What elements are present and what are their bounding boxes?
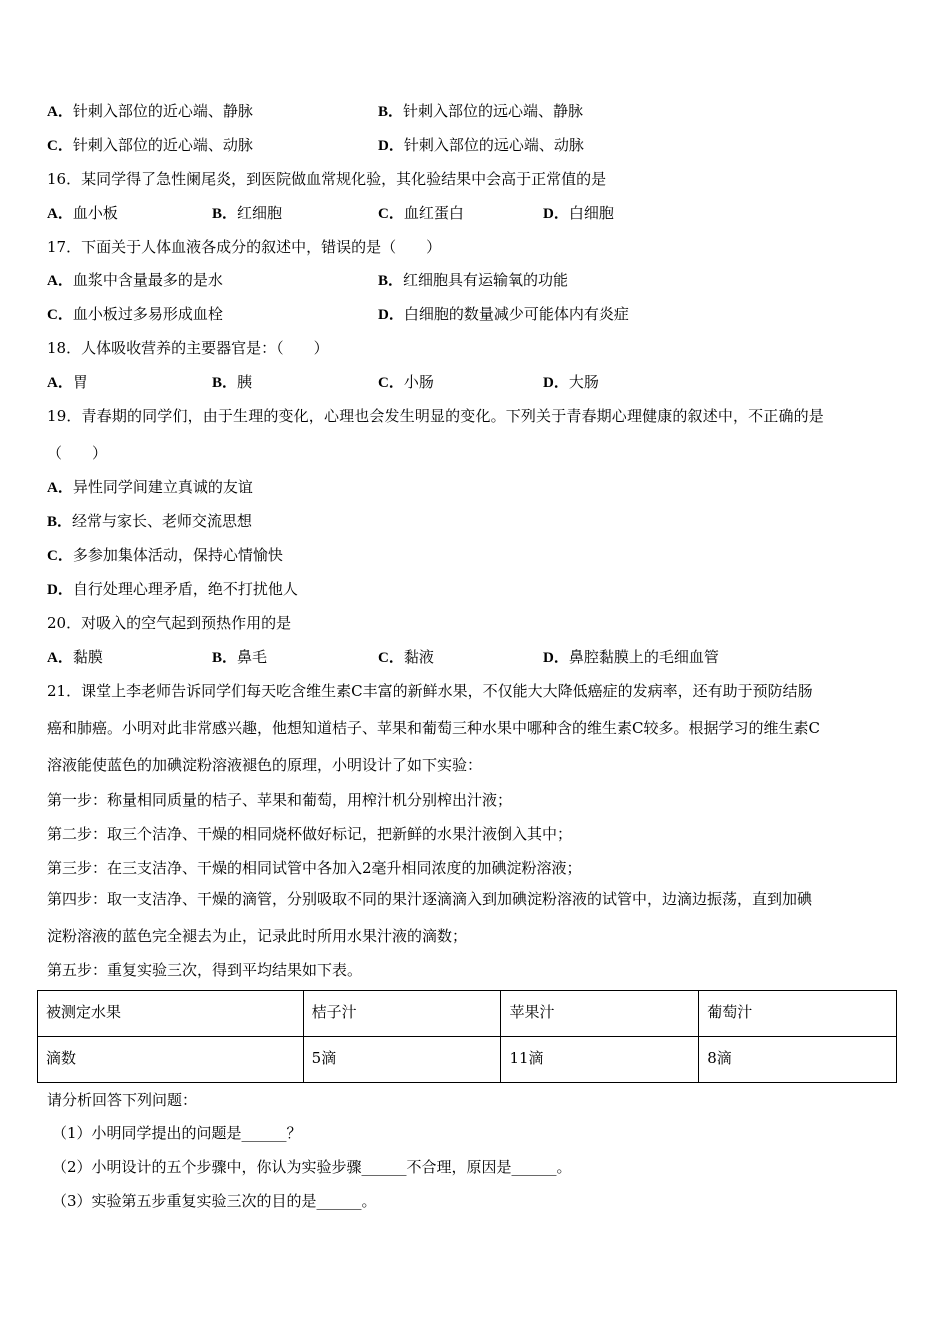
- table-cell: 桔子汁: [303, 991, 501, 1037]
- q19-option-a: A．异性同学间建立真诚的友谊: [47, 478, 253, 496]
- q15-option-a: A．针刺入部位的近心端、静脉: [47, 102, 253, 120]
- q16-option-b: B．红细胞: [212, 204, 283, 222]
- q16-option-a: A．血小板: [47, 204, 118, 222]
- q21-step2: 第二步：取三个洁净、干燥的相同烧杯做好标记，把新鲜的水果汁液倒入其中；: [47, 825, 573, 843]
- q21-stem-line1: 21．课堂上李老师告诉同学们每天吃含维生素C丰富的新鲜水果，不仅能大大降低癌症的发病率，还有助于预防结肠: [47, 682, 813, 700]
- q16-option-d: D．白细胞: [543, 204, 614, 222]
- q19-option-c: C．多参加集体活动，保持心情愉快: [47, 546, 283, 564]
- q15-option-b: B．针刺入部位的远心端、静脉: [378, 102, 584, 120]
- q18-option-a: A．胃: [47, 373, 88, 391]
- q15-option-c: C．针刺入部位的近心端、动脉: [47, 136, 253, 154]
- q19-option-b: B．经常与家长、老师交流思想: [47, 512, 253, 530]
- q19-option-d: D．自行处理心理矛盾，绝不打扰他人: [47, 580, 298, 598]
- table-cell: 8滴: [699, 1037, 897, 1083]
- q20-stem: 20．对吸入的空气起到预热作用的是: [47, 614, 292, 632]
- q21-step3: 第三步：在三支洁净、干燥的相同试管中各加入2毫升相同浓度的加碘淀粉溶液；: [47, 859, 582, 877]
- q21-sub3: （3）实验第五步重复实验三次的目的是______。: [52, 1192, 377, 1210]
- q18-option-c: C．小肠: [378, 373, 434, 391]
- table-row: [38, 1037, 897, 1083]
- table-cell: 11滴: [501, 1037, 699, 1083]
- q21-prompt: 请分析回答下列问题：: [47, 1091, 198, 1109]
- q21-step4-line2: 淀粉溶液的蓝色完全褪去为止，记录此时所用水果汁液的滴数；: [47, 927, 468, 945]
- q15-option-d: D．针刺入部位的远心端、动脉: [378, 136, 584, 154]
- table-header-row: [38, 991, 897, 1037]
- q21-sub2: （2）小明设计的五个步骤中，你认为实验步骤______不合理，原因是______。: [52, 1158, 572, 1176]
- table-cell: 苹果汁: [501, 991, 699, 1037]
- q21-step4-line1: 第四步：取一支洁净、干燥的滴管，分别吸取不同的果汁逐滴滴入到加碘淀粉溶液的试管中，边滴边振荡，直到加碘: [47, 890, 813, 908]
- q17-stem: 17．下面关于人体血液各成分的叙述中，错误的是（ ）: [47, 238, 442, 256]
- results-table: [37, 990, 897, 1083]
- table-cell: 被测定水果: [38, 991, 304, 1037]
- q18-option-d: D．大肠: [543, 373, 599, 391]
- q21-step1: 第一步：称量相同质量的桔子、苹果和葡萄，用榨汁机分别榨出汁液；: [47, 791, 513, 809]
- table-cell: 葡萄汁: [699, 991, 897, 1037]
- q20-option-c: C．黏液: [378, 648, 434, 666]
- q20-option-b: B．鼻毛: [212, 648, 268, 666]
- q20-option-a: A．黏膜: [47, 648, 103, 666]
- table-cell: 5滴: [303, 1037, 501, 1083]
- q21-stem-line2: 癌和肺癌。小明对此非常感兴趣，他想知道桔子、苹果和葡萄三种水果中哪种含的维生素C较多。根据学习的维生素C: [47, 719, 820, 737]
- q19-stem: 19．青春期的同学们，由于生理的变化，心理也会发生明显的变化。下列关于青春期心理健康的叙述中，不正确的是: [47, 407, 824, 425]
- q16-option-c: C．血红蛋白: [378, 204, 464, 222]
- q17-option-d: D．白细胞的数量减少可能体内有炎症: [378, 305, 629, 323]
- q19-stem-paren: （ ）: [47, 444, 108, 462]
- q16-stem: 16．某同学得了急性阑尾炎，到医院做血常规化验，其化验结果中会高于正常值的是: [47, 170, 607, 188]
- q21-step5: 第五步：重复实验三次，得到平均结果如下表。: [47, 961, 363, 979]
- table-cell: 滴数: [38, 1037, 304, 1083]
- q17-option-a: A．血浆中含量最多的是水: [47, 271, 223, 289]
- q18-stem: 18．人体吸收营养的主要器官是：（ ）: [47, 339, 329, 357]
- q21-stem-line3: 溶液能使蓝色的加碘淀粉溶液褪色的原理，小明设计了如下实验：: [47, 756, 483, 774]
- q18-option-b: B．胰: [212, 373, 253, 391]
- q17-option-c: C．血小板过多易形成血栓: [47, 305, 223, 323]
- q21-sub1: （1）小明同学提出的问题是______？: [52, 1124, 302, 1142]
- q20-option-d: D．鼻腔黏膜上的毛细血管: [543, 648, 719, 666]
- q17-option-b: B．红细胞具有运输氧的功能: [378, 271, 569, 289]
